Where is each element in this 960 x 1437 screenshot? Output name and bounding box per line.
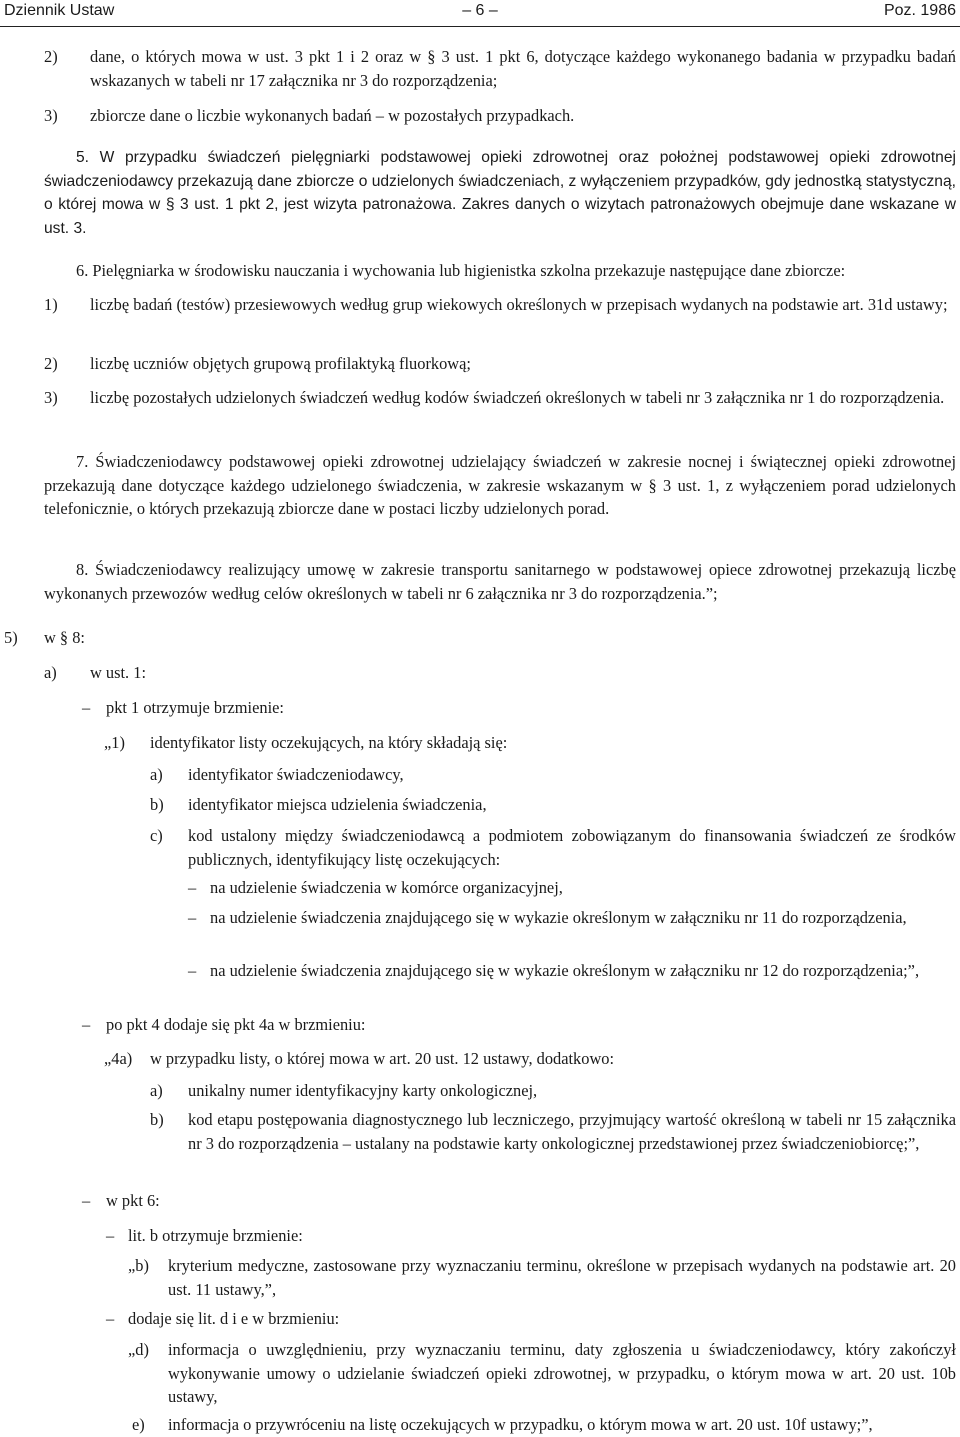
letter-text: unikalny numer identyfikacyjny karty onkologicznej, [188,1081,538,1100]
dash-bullet: – [82,1015,91,1034]
letter-number: b) [150,1110,164,1129]
quoted-letter-text: informacja o uwzględnieniu, przy wyznaczaniu terminu, daty zgłoszenia u świadczeniodawcy, który zakończył wykonywanie umowy o udzielanie świadczeń opieki zdrowotnej, w przypadku, o którym mowa w art. 20 ust. 10b ustawy, [168,1340,956,1406]
dash-bullet: – [82,1191,91,1210]
item-number: 3) [44,106,58,125]
tiret-text: lit. b otrzymuje brzmienie: [128,1226,303,1245]
item-text: liczbę uczniów objętych grupową profilaktyką fluorkową; [90,354,471,373]
item-text: zbiorcze dane o liczbie wykonanych badań – w pozostałych przypadkach. [90,106,575,125]
quoted-point-text: identyfikator listy oczekujących, na który składają się: [150,733,508,752]
point-number: 5) [4,628,18,647]
letter-number: b) [150,795,164,814]
item-number: 3) [44,388,58,407]
item-number: 1) [44,295,58,314]
letter-text: identyfikator świadczeniodawcy, [188,765,404,784]
tiret-text: na udzielenie świadczenia znajdującego się w wykazie określonym w załączniku nr 11 do rozporządzenia, [210,908,907,927]
item-text: dane, o których mowa w ust. 3 pkt 1 i 2 oraz w § 3 ust. 1 pkt 6, dotyczące każdego wykonanego badania w przypadku badań wskazanych w tabeli nr 17 załącznika nr 3 do rozporządzenia; [90,47,956,90]
letter-text: identyfikator miejsca udzielenia świadczenia, [188,795,487,814]
point-text: w § 8: [44,628,85,647]
letter-text: informacja o przywróceniu na listę oczekujących w przypadku, o którym mowa w art. 20 ust. 10f ustawy;”, [168,1415,873,1434]
quoted-letter-text: kryterium medyczne, zastosowane przy wyznaczaniu terminu, określone w przepisach wydanych na podstawie art. 20 ust. 11 ustawy,”, [168,1256,956,1299]
quoted-letter-number: „b) [128,1256,149,1275]
letter-number: c) [150,826,163,845]
section-5: 5. W przypadku świadczeń pielęgniarki podstawowej opieki zdrowotnej oraz położnej podstawowej opieki zdrowotnej świadczeniodawcy przekazują dane zbiorcze o udzielonych świadczeniach, z wyłączeniem przypadków, gdy jednostką statystyczną, o której mowa w § 3 ust. 1 pkt 2, jest wizyta patronażowa. Zakres danych o wizytach patronażowych obejmuje dane wskazane w ust. 3. [44,149,956,237]
dash-bullet: – [106,1309,115,1328]
dash-bullet: – [188,878,197,897]
tiret-text: na udzielenie świadczenia w komórce organizacyjnej, [210,878,563,897]
tiret-text: w pkt 6: [106,1191,160,1210]
letter-number: a) [150,1081,163,1100]
quoted-point-text: w przypadku listy, o której mowa w art. 20 ust. 12 ustawy, dodatkowo: [150,1049,615,1068]
item-text: liczbę badań (testów) przesiewowych według grup wiekowych określonych w przepisach wydanych na podstawie art. 31d ustawy; [90,295,948,314]
letter-text: w ust. 1: [90,663,147,682]
page-number: – 6 – [462,2,498,19]
quoted-letter-number: „d) [128,1340,149,1359]
letter-text: kod ustalony między świadczeniodawcą a podmiotem zobowiązanym do finansowania świadczeń ze środków publicznych, identyfikujący listę oczekujących: [188,826,956,869]
position-number: Poz. 1986 [883,2,956,19]
quoted-point-number: „1) [104,733,125,752]
letter-number: a) [150,765,163,784]
dash-bullet: – [188,908,197,927]
dash-bullet: – [82,698,91,717]
item-text: liczbę pozostałych udzielonych świadczeń według kodów świadczeń określonych w tabeli nr 3 załącznika nr 1 do rozporządzenia. [90,388,945,407]
letter-number: e) [132,1415,145,1434]
tiret-text: dodaje się lit. d i e w brzmieniu: [128,1309,340,1328]
tiret-text: na udzielenie świadczenia znajdującego się w wykazie określonym w załączniku nr 12 do rozporządzenia;”, [210,961,920,980]
section-6: 6. Pielęgniarka w środowisku nauczania i wychowania lub higienistka szkolna przekazuje następujące dane zbiorcze: [76,261,846,280]
quoted-point-number: „4a) [104,1049,133,1068]
item-number: 2) [44,47,58,66]
dash-bullet: – [188,961,197,980]
item-number: 2) [44,354,58,373]
journal-title: Dziennik Ustaw [4,2,115,19]
section-7: 7. Świadczeniodawcy podstawowej opieki zdrowotnej udzielający świadczeń w zakresie nocnej i świątecznej opieki zdrowotnej przekazują dane dotyczące każdego udzielonego świadczenia, w zakresie wskazanym w § 3 ust. 1, z wyłączeniem porad udzielonych telefonicznie, o których przekazują zbiorcze dane w postaci liczby udzielonych porad. [44,452,956,518]
tiret-text: pkt 1 otrzymuje brzmienie: [106,698,284,717]
dash-bullet: – [106,1226,115,1245]
letter-text: kod etapu postępowania diagnostycznego lub leczniczego, przyjmujący wartość określoną w tabeli nr 15 załącznika nr 3 do rozporządzenia – ustalany na podstawie karty onkologicznej przedstawionej przez świadczeniobiorcę;”, [188,1110,956,1153]
letter-number: a) [44,663,57,682]
tiret-text: po pkt 4 dodaje się pkt 4a w brzmieniu: [106,1015,366,1034]
section-8: 8. Świadczeniodawcy realizujący umowę w zakresie transportu sanitarnego w podstawowej opiece zdrowotnej przekazują liczbę wykonanych przewozów według celów określonych w tabeli nr 6 załącznika nr 3 do rozporządzenia.”; [44,560,956,603]
page-header [0,0,960,27]
